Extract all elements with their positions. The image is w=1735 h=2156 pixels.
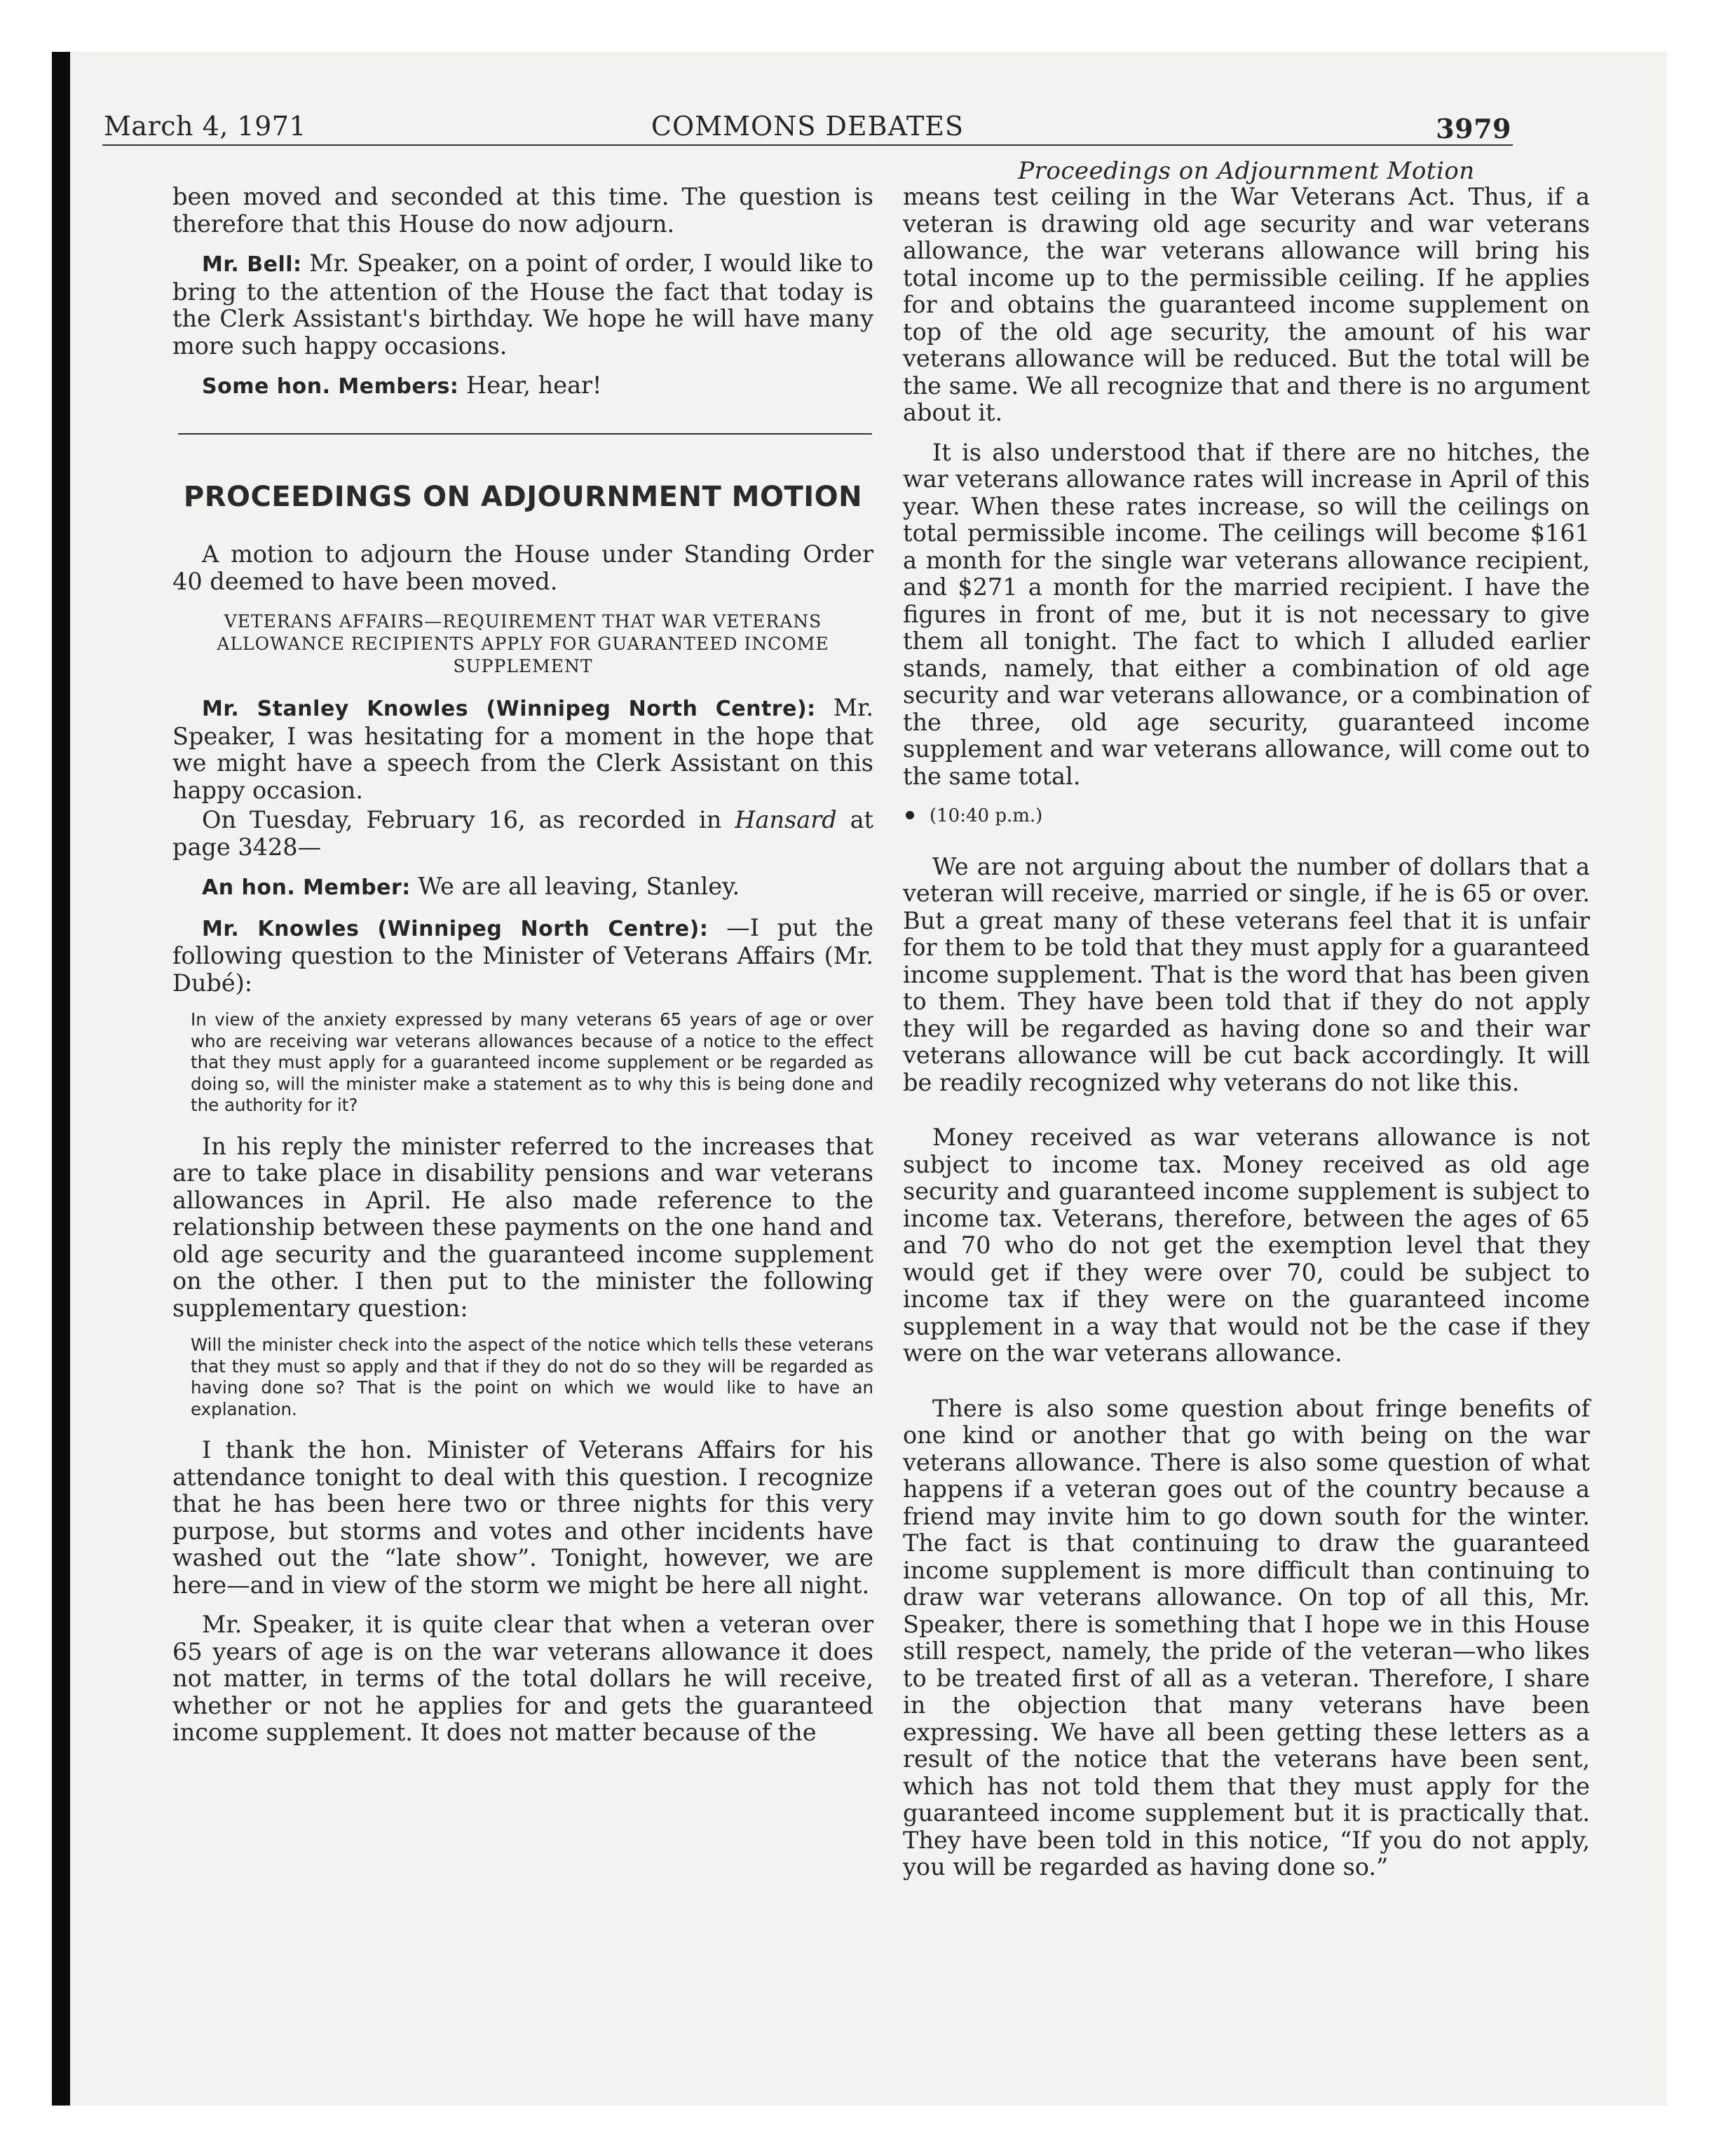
header-date: March 4, 1971 xyxy=(104,111,307,142)
time-text: (10:40 p.m.) xyxy=(930,805,1043,826)
speech-text: —I put the following question to the Minister of Veterans Affairs (Mr. Dubé): xyxy=(172,913,873,997)
header-title: COMMONS DEBATES xyxy=(651,111,965,142)
speaker-name: Mr. Bell: xyxy=(202,252,302,277)
left-column xyxy=(172,184,873,1759)
page-header xyxy=(102,104,1513,146)
paragraph: In his reply the minister referred to the increases that are to take place in disability pensions and war veterans allowances in April. He also made reference to the relationship between these payments on the one hand and old age security and the guaranteed income supplement on the other. I then put to the minister the following supplementary question: xyxy=(172,1132,873,1322)
speech-knowles xyxy=(172,695,873,804)
paragraph: It is also understood that if there are no hitches, the war veterans allowance rates will increase in April of this year. When these rates increase, so will the ceilings on total permissible income. The ceilings will become $161 a month for the single war veterans allowance recipient, and $271 a month for the married recipient. I have the figures in front of me, but it is not necessary to give them all tonight. The fact to which I alluded earlier stands, namely, that either a combination of old age security and war veterans allowance, or a combination of the three, old age security, guaranteed income supplement and war veterans allowance, will come out to the same total. xyxy=(903,438,1590,790)
speech-text: Mr. Speaker, I was hesitating for a moment in the hope that we might have a speech from the Clerk Assistant on this happy occasion. xyxy=(172,694,874,804)
paragraph xyxy=(172,807,873,861)
speaker-name: Mr. Knowles (Winnipeg North Centre): xyxy=(202,916,709,941)
paragraph: been moved and seconded at this time. The question is therefore that this House do now adjourn. xyxy=(172,183,873,238)
section-title: PROCEEDINGS ON ADJOURNMENT MOTION xyxy=(183,480,863,513)
quoted-question: Will the minister check into the aspect of the notice which tells these veterans that they must so apply and that if they do not do so they will be regarded as having done so? That is the point on which we would like to have an explanation. xyxy=(191,1335,873,1419)
paragraph: There is also some question about fringe benefits of one kind or another that go with being on the war veterans allowance. There is also some question of what happens if a veteran goes out of the country because a friend may invite him to go down south for the winter. The fact is that continuing to draw the guaranteed income supplement is more difficult than continuing to draw war veterans allowance. On top of all this, Mr. Speaker, there is something that I hope we in this House still respect, namely, the pride of the veteran—who likes to be treated first of all as a veteran. Therefore, I share in the objection that many veterans have been expressing. We have all been getting these letters as a result of the notice that the veterans have been sent, which has not told them that they must apply for the guaranteed income supplement but it is practically that. They have been told in this notice, “If you do not apply, you will be regarded as having done so.” xyxy=(903,1394,1590,1881)
paragraph: Money received as war veterans allowance is not subject to income tax. Money received as old age security and guaranteed income supplement is subject to income tax. Veterans, therefore, between the ages of 65 and 70 who do not get the exemption level that they would get if they were over 70, could be subject to income tax if they were on the guaranteed income supplement in a way that would not be the case if they were on the war veterans allowance. xyxy=(903,1124,1590,1367)
speaker-name: Some hon. Members: xyxy=(202,374,459,399)
subsection-heading: VETERANS AFFAIRS—REQUIREMENT THAT WAR VETERANS ALLOWANCE RECIPIENTS APPLY FOR GUARANTEED INCOME SUPPLEMENT xyxy=(217,611,829,676)
scan-edge xyxy=(52,52,70,2106)
speech-member xyxy=(172,873,873,902)
page-number: 3979 xyxy=(1436,113,1511,144)
time-stamp xyxy=(903,803,1590,830)
right-column xyxy=(903,184,1590,1894)
paragraph: Mr. Speaker, it is quite clear that when a veteran over 65 years of age is on the war veterans allowance it does not matter, in terms of the total dollars he will receive, whether or not he applies for and gets the guaranteed income supplement. It does not matter because of the xyxy=(172,1611,873,1746)
running-head: Proceedings on Adjournment Motion xyxy=(1018,157,1475,185)
speech-knowles-2 xyxy=(172,915,873,997)
speaker-name: Mr. Stanley Knowles (Winnipeg North Centre): xyxy=(202,697,816,721)
speech-text: Mr. Speaker, on a point of order, I would like to bring to the attention of the House the fact that today is the Clerk Assistant's birthday. We hope he will have many more such happy occasions. xyxy=(172,250,873,360)
speech-text: We are all leaving, Stanley. xyxy=(418,873,740,900)
spacer xyxy=(903,1380,1590,1396)
paragraph: We are not arguing about the number of dollars that a veteran will receive, married or single, if he is 65 or over. But a great many of these veterans feel that it is unfair for them to be told that they must apply for a guaranteed income supplement. That is the word that has been given to them. They have been told that if they do not apply they will be regarded as having done so and their war veterans allowance will be cut back accordingly. It will be readily recognized why veterans do not like this. xyxy=(903,852,1590,1096)
text-run: On Tuesday, February 16, as recorded in xyxy=(202,806,722,833)
paragraph: means test ceiling in the War Veterans Act. Thus, if a veteran is drawing old age security and war veterans allowance, the war veterans allowance will bring his total income up to the permissible ceiling. If he applies for and obtains the guaranteed income supplement on top of the old age security, the amount of his war veterans allowance will be reduced. But the total will be the same. We all recognize that and there is no argument about it. xyxy=(903,183,1590,426)
quoted-question: In view of the anxiety expressed by many veterans 65 years of age or over who are receiving war veterans allowances because of a notice to the effect that they must apply for a guaranteed income supplement or be regarded as doing so, will the minister make a statement as to why this is being done and the authority for it? xyxy=(191,1009,873,1115)
speech-bell xyxy=(172,250,873,360)
italic-term: Hansard xyxy=(735,806,837,833)
speech-members xyxy=(172,372,873,401)
spacer xyxy=(903,1109,1590,1124)
speaker-name: An hon. Member: xyxy=(202,875,411,900)
section-divider xyxy=(178,433,872,435)
paragraph: I thank the hon. Minister of Veterans Affairs for his attendance tonight to deal with this question. I recognize that he has been here two or three nights for this very purpose, but storms and votes and other incidents have washed out the “late show”. Tonight, however, we are here—and in view of the storm we might be here all night. xyxy=(172,1436,873,1599)
speech-text: Hear, hear! xyxy=(466,371,602,399)
text-run: at page 3428— xyxy=(172,806,873,861)
motion-paragraph: A motion to adjourn the House under Standing Order 40 deemed to have been moved. xyxy=(172,540,873,595)
bullet-icon xyxy=(906,811,914,819)
